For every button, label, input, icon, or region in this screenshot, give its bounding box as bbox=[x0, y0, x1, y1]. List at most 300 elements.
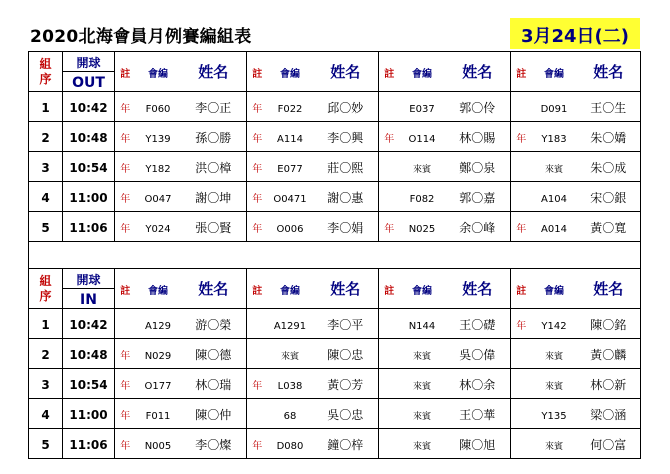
player-name-cell bbox=[445, 92, 511, 122]
player-member-id: 來賓 bbox=[280, 352, 299, 362]
name-header-label: 姓名 bbox=[198, 280, 229, 298]
player-note: 年 bbox=[120, 104, 131, 115]
note-header bbox=[247, 269, 268, 309]
seq-header bbox=[29, 269, 63, 309]
tee-value: OUT bbox=[72, 75, 105, 91]
group-row bbox=[29, 122, 641, 152]
note-header-label: 註 bbox=[516, 69, 527, 80]
player-member-id: A1291 bbox=[273, 321, 307, 332]
note-header-label: 註 bbox=[120, 69, 131, 80]
player-note-cell bbox=[379, 92, 400, 122]
page-title: 2020北海會員月例賽編組表 bbox=[30, 27, 252, 47]
header-row bbox=[29, 52, 641, 72]
group-seq-cell bbox=[29, 369, 63, 399]
player-member-id-cell bbox=[268, 122, 313, 152]
player-note: 年 bbox=[252, 104, 263, 115]
player-name: 李〇平 bbox=[327, 318, 364, 332]
note-header-label: 註 bbox=[384, 69, 395, 80]
player-note-cell bbox=[379, 212, 400, 242]
tee-time-cell bbox=[63, 369, 115, 399]
player-name-cell bbox=[181, 339, 247, 369]
group-seq-cell bbox=[29, 92, 63, 122]
player-note-cell bbox=[115, 212, 136, 242]
player-member-id-cell bbox=[400, 339, 445, 369]
header-row bbox=[29, 269, 641, 289]
member-id-header-label: 會編 bbox=[412, 286, 432, 297]
date-box bbox=[510, 18, 640, 49]
group-seq: 1 bbox=[41, 318, 50, 332]
player-name-cell bbox=[313, 92, 379, 122]
name-header bbox=[445, 52, 511, 92]
player-name-cell bbox=[313, 122, 379, 152]
player-member-id-cell bbox=[136, 309, 181, 339]
player-member-id: 來賓 bbox=[412, 442, 431, 452]
player-member-id: 來賓 bbox=[544, 165, 563, 175]
player-member-id: Y024 bbox=[145, 224, 171, 235]
player-member-id: 來賓 bbox=[412, 352, 431, 362]
player-member-id: N025 bbox=[408, 224, 436, 235]
player-member-id: 來賓 bbox=[544, 352, 563, 362]
player-note: 年 bbox=[120, 194, 131, 205]
player-member-id-cell bbox=[268, 182, 313, 212]
player-name-cell bbox=[445, 122, 511, 152]
tee-time-cell bbox=[63, 122, 115, 152]
group-seq: 3 bbox=[41, 378, 50, 392]
player-note: 年 bbox=[120, 441, 131, 452]
tee-time-cell bbox=[63, 429, 115, 459]
player-note: 年 bbox=[252, 164, 263, 175]
tee-value: IN bbox=[80, 292, 97, 308]
player-name: 王〇華 bbox=[459, 408, 496, 422]
group-seq-cell bbox=[29, 399, 63, 429]
player-member-id-cell bbox=[532, 92, 577, 122]
tee-label: 開球 bbox=[76, 273, 101, 287]
tee-time-cell bbox=[63, 182, 115, 212]
player-member-id-cell bbox=[136, 182, 181, 212]
player-member-id-cell bbox=[532, 339, 577, 369]
player-member-id-cell bbox=[532, 122, 577, 152]
player-name: 謝〇惠 bbox=[327, 191, 364, 205]
group-seq: 4 bbox=[41, 408, 50, 422]
tee-header-label bbox=[63, 269, 115, 289]
player-note-cell bbox=[247, 369, 268, 399]
player-member-id-cell bbox=[268, 212, 313, 242]
player-member-id: 來賓 bbox=[412, 382, 431, 392]
player-name: 洪〇樟 bbox=[195, 161, 232, 175]
seq-header-line1: 組 bbox=[39, 56, 52, 71]
player-member-id-cell bbox=[400, 309, 445, 339]
player-name-cell bbox=[181, 182, 247, 212]
player-name-cell bbox=[313, 399, 379, 429]
player-name-cell bbox=[181, 399, 247, 429]
player-name-cell bbox=[181, 122, 247, 152]
player-name: 張〇賢 bbox=[195, 221, 232, 235]
player-member-id: F060 bbox=[145, 104, 171, 115]
player-name-cell bbox=[313, 339, 379, 369]
pairing-table bbox=[28, 51, 641, 459]
member-id-header bbox=[136, 269, 181, 309]
group-row bbox=[29, 429, 641, 459]
player-member-id: L038 bbox=[277, 381, 303, 392]
player-name: 王〇生 bbox=[590, 101, 627, 115]
player-name-cell bbox=[445, 339, 511, 369]
player-name-cell bbox=[313, 429, 379, 459]
player-member-id-cell bbox=[136, 122, 181, 152]
player-note-cell bbox=[115, 429, 136, 459]
player-member-id-cell bbox=[400, 369, 445, 399]
player-name-cell bbox=[181, 429, 247, 459]
player-name-cell bbox=[445, 212, 511, 242]
player-member-id: N029 bbox=[144, 351, 172, 362]
member-id-header-label: 會編 bbox=[280, 69, 300, 80]
player-member-id-cell bbox=[400, 182, 445, 212]
name-header-label: 姓名 bbox=[593, 63, 624, 81]
note-header bbox=[247, 52, 268, 92]
player-member-id: F011 bbox=[145, 411, 171, 422]
player-name-cell bbox=[313, 212, 379, 242]
group-seq-cell bbox=[29, 309, 63, 339]
tee-time: 10:48 bbox=[69, 348, 108, 362]
player-note-cell bbox=[511, 182, 532, 212]
group-seq-cell bbox=[29, 339, 63, 369]
player-note-cell bbox=[115, 152, 136, 182]
name-header bbox=[445, 269, 511, 309]
divider-cell bbox=[29, 242, 641, 269]
player-member-id: 來賓 bbox=[544, 382, 563, 392]
member-id-header-label: 會編 bbox=[148, 286, 168, 297]
member-id-header-label: 會編 bbox=[280, 286, 300, 297]
player-member-id-cell bbox=[532, 182, 577, 212]
name-header-label: 姓名 bbox=[462, 280, 493, 298]
player-member-id: E037 bbox=[409, 104, 435, 115]
tee-header-label bbox=[63, 52, 115, 72]
player-name: 李〇燦 bbox=[195, 438, 232, 452]
player-name: 李〇娟 bbox=[327, 221, 364, 235]
player-name: 吳〇偉 bbox=[459, 348, 496, 362]
player-member-id: A014 bbox=[541, 224, 567, 235]
player-name: 李〇興 bbox=[327, 131, 364, 145]
player-member-id-cell bbox=[268, 92, 313, 122]
player-name: 梁〇涵 bbox=[590, 408, 627, 422]
member-id-header bbox=[532, 269, 577, 309]
player-member-id-cell bbox=[268, 339, 313, 369]
name-header bbox=[181, 269, 247, 309]
player-name-cell bbox=[445, 182, 511, 212]
player-member-id-cell bbox=[136, 429, 181, 459]
player-name: 陳〇旭 bbox=[459, 438, 496, 452]
player-note-cell bbox=[379, 122, 400, 152]
player-name-cell bbox=[445, 369, 511, 399]
player-name-cell bbox=[577, 92, 641, 122]
player-member-id-cell bbox=[532, 429, 577, 459]
group-seq-cell bbox=[29, 182, 63, 212]
player-name-cell bbox=[577, 309, 641, 339]
player-note-cell bbox=[247, 122, 268, 152]
player-member-id-cell bbox=[268, 152, 313, 182]
player-member-id: 來賓 bbox=[412, 165, 431, 175]
player-note-cell bbox=[511, 92, 532, 122]
note-header bbox=[379, 52, 400, 92]
group-row bbox=[29, 369, 641, 399]
player-member-id: D080 bbox=[276, 441, 304, 452]
seq-header-line1: 組 bbox=[39, 273, 52, 288]
name-header-label: 姓名 bbox=[593, 280, 624, 298]
player-member-id-cell bbox=[136, 152, 181, 182]
player-name-cell bbox=[445, 152, 511, 182]
player-note-cell bbox=[511, 429, 532, 459]
note-header bbox=[115, 52, 136, 92]
tee-time-cell bbox=[63, 152, 115, 182]
player-note-cell bbox=[379, 429, 400, 459]
player-member-id: 68 bbox=[283, 411, 297, 422]
player-member-id: A104 bbox=[541, 194, 567, 205]
player-member-id: Y139 bbox=[145, 134, 171, 145]
group-seq: 5 bbox=[41, 438, 50, 452]
player-note-cell bbox=[379, 339, 400, 369]
player-note-cell bbox=[511, 399, 532, 429]
player-name-cell bbox=[313, 182, 379, 212]
member-id-header bbox=[532, 52, 577, 92]
player-name: 陳〇銘 bbox=[590, 318, 627, 332]
tee-time: 10:42 bbox=[69, 318, 108, 332]
player-name: 謝〇坤 bbox=[195, 191, 232, 205]
note-header bbox=[115, 269, 136, 309]
player-note-cell bbox=[115, 309, 136, 339]
group-row bbox=[29, 92, 641, 122]
member-id-header bbox=[400, 52, 445, 92]
player-name: 鐘〇梓 bbox=[327, 438, 364, 452]
player-note-cell bbox=[511, 122, 532, 152]
name-header bbox=[313, 52, 379, 92]
tee-time: 11:00 bbox=[69, 408, 108, 422]
player-name: 宋〇銀 bbox=[590, 191, 627, 205]
tee-time-cell bbox=[63, 309, 115, 339]
player-member-id: F082 bbox=[409, 194, 435, 205]
player-name: 王〇礎 bbox=[459, 318, 496, 332]
player-name: 郭〇嘉 bbox=[459, 191, 496, 205]
player-note-cell bbox=[379, 309, 400, 339]
group-row bbox=[29, 309, 641, 339]
player-member-id: O047 bbox=[144, 194, 172, 205]
player-name: 林〇瑞 bbox=[195, 378, 232, 392]
player-name-cell bbox=[577, 339, 641, 369]
player-name-cell bbox=[181, 92, 247, 122]
name-header-label: 姓名 bbox=[330, 63, 361, 81]
player-name: 莊〇熙 bbox=[327, 161, 364, 175]
tee-header-value bbox=[63, 289, 115, 309]
tee-time: 10:42 bbox=[69, 101, 108, 115]
seq-header-line2: 序 bbox=[39, 71, 52, 86]
group-seq: 4 bbox=[41, 191, 50, 205]
tee-time: 11:06 bbox=[69, 221, 108, 235]
player-name: 林〇賜 bbox=[459, 131, 496, 145]
group-seq-cell bbox=[29, 152, 63, 182]
player-note-cell bbox=[379, 182, 400, 212]
player-note-cell bbox=[247, 399, 268, 429]
player-name: 陳〇忠 bbox=[327, 348, 364, 362]
player-member-id-cell bbox=[268, 399, 313, 429]
note-header-label: 註 bbox=[384, 286, 395, 297]
tee-time-cell bbox=[63, 212, 115, 242]
seq-header bbox=[29, 52, 63, 92]
player-member-id-cell bbox=[136, 212, 181, 242]
group-seq: 1 bbox=[41, 101, 50, 115]
player-note: 年 bbox=[252, 381, 263, 392]
note-header-label: 註 bbox=[252, 286, 263, 297]
player-note: 年 bbox=[384, 224, 395, 235]
player-name: 孫〇勝 bbox=[195, 131, 232, 145]
player-note-cell bbox=[247, 212, 268, 242]
player-name: 黃〇麟 bbox=[590, 348, 627, 362]
player-note-cell bbox=[247, 429, 268, 459]
player-member-id: D091 bbox=[540, 104, 568, 115]
name-header bbox=[181, 52, 247, 92]
player-name-cell bbox=[181, 152, 247, 182]
player-member-id-cell bbox=[400, 122, 445, 152]
player-note: 年 bbox=[120, 134, 131, 145]
player-member-id: Y182 bbox=[145, 164, 171, 175]
player-name-cell bbox=[181, 212, 247, 242]
group-row bbox=[29, 399, 641, 429]
player-member-id-cell bbox=[400, 152, 445, 182]
member-id-header-label: 會編 bbox=[544, 286, 564, 297]
player-name-cell bbox=[445, 309, 511, 339]
name-header-label: 姓名 bbox=[462, 63, 493, 81]
section-divider bbox=[29, 242, 641, 269]
player-member-id: O006 bbox=[276, 224, 304, 235]
player-name: 林〇新 bbox=[590, 378, 627, 392]
player-name: 朱〇成 bbox=[590, 161, 627, 175]
player-name-cell bbox=[577, 152, 641, 182]
player-note: 年 bbox=[120, 164, 131, 175]
player-member-id-cell bbox=[400, 429, 445, 459]
player-member-id: O177 bbox=[144, 381, 172, 392]
tee-time-cell bbox=[63, 339, 115, 369]
group-seq: 2 bbox=[41, 131, 50, 145]
member-id-header bbox=[268, 52, 313, 92]
tee-time: 10:48 bbox=[69, 131, 108, 145]
player-member-id: 來賓 bbox=[544, 442, 563, 452]
player-member-id-cell bbox=[268, 429, 313, 459]
player-member-id: A129 bbox=[145, 321, 171, 332]
tee-time: 10:54 bbox=[69, 378, 108, 392]
player-member-id-cell bbox=[532, 399, 577, 429]
player-member-id: N144 bbox=[408, 321, 436, 332]
player-member-id: E077 bbox=[277, 164, 303, 175]
player-name: 黃〇寬 bbox=[590, 221, 627, 235]
member-id-header bbox=[268, 269, 313, 309]
player-member-id-cell bbox=[532, 369, 577, 399]
player-note: 年 bbox=[120, 224, 131, 235]
player-member-id-cell bbox=[532, 212, 577, 242]
player-note-cell bbox=[379, 369, 400, 399]
player-note-cell bbox=[115, 182, 136, 212]
tee-time-cell bbox=[63, 399, 115, 429]
player-name: 郭〇伶 bbox=[459, 101, 496, 115]
note-header-label: 註 bbox=[252, 69, 263, 80]
player-note-cell bbox=[511, 212, 532, 242]
note-header-label: 註 bbox=[516, 286, 527, 297]
note-header bbox=[511, 269, 532, 309]
name-header-label: 姓名 bbox=[330, 280, 361, 298]
tee-time: 11:00 bbox=[69, 191, 108, 205]
player-member-id: N005 bbox=[144, 441, 172, 452]
player-note: 年 bbox=[120, 351, 131, 362]
player-note-cell bbox=[247, 309, 268, 339]
player-note-cell bbox=[115, 339, 136, 369]
player-name: 何〇富 bbox=[590, 438, 627, 452]
player-member-id: O0471 bbox=[273, 194, 307, 205]
player-name: 朱〇嬌 bbox=[590, 131, 627, 145]
player-name-cell bbox=[313, 309, 379, 339]
player-member-id-cell bbox=[268, 309, 313, 339]
member-id-header-label: 會編 bbox=[544, 69, 564, 80]
player-member-id: Y135 bbox=[541, 411, 567, 422]
player-name-cell bbox=[577, 429, 641, 459]
player-member-id-cell bbox=[136, 369, 181, 399]
tee-header-value bbox=[63, 72, 115, 92]
player-name-cell bbox=[577, 212, 641, 242]
tee-time: 11:06 bbox=[69, 438, 108, 452]
group-row bbox=[29, 182, 641, 212]
note-header bbox=[379, 269, 400, 309]
member-id-header bbox=[136, 52, 181, 92]
player-note-cell bbox=[247, 339, 268, 369]
player-note: 年 bbox=[252, 224, 263, 235]
name-header-label: 姓名 bbox=[198, 63, 229, 81]
player-note-cell bbox=[247, 182, 268, 212]
player-name-cell bbox=[445, 429, 511, 459]
member-id-header bbox=[400, 269, 445, 309]
player-name-cell bbox=[577, 122, 641, 152]
player-note-cell bbox=[247, 152, 268, 182]
note-header-label: 註 bbox=[120, 286, 131, 297]
player-name: 李〇正 bbox=[195, 101, 232, 115]
player-note-cell bbox=[511, 369, 532, 399]
player-note-cell bbox=[115, 122, 136, 152]
event-date: 3月24日(二) bbox=[520, 26, 630, 47]
player-member-id: A114 bbox=[277, 134, 303, 145]
group-seq: 5 bbox=[41, 221, 50, 235]
group-row bbox=[29, 212, 641, 242]
name-header bbox=[577, 52, 641, 92]
player-note: 年 bbox=[252, 194, 263, 205]
name-header bbox=[313, 269, 379, 309]
note-header bbox=[511, 52, 532, 92]
player-note: 年 bbox=[120, 411, 131, 422]
player-note-cell bbox=[511, 339, 532, 369]
player-member-id-cell bbox=[136, 92, 181, 122]
group-row bbox=[29, 152, 641, 182]
player-note-cell bbox=[115, 399, 136, 429]
player-member-id: F022 bbox=[277, 104, 303, 115]
group-seq-cell bbox=[29, 429, 63, 459]
player-name: 鄭〇泉 bbox=[459, 161, 496, 175]
player-name-cell bbox=[577, 182, 641, 212]
player-member-id: O114 bbox=[408, 134, 436, 145]
player-note: 年 bbox=[516, 134, 527, 145]
player-member-id: Y142 bbox=[541, 321, 567, 332]
player-name: 陳〇德 bbox=[195, 348, 232, 362]
player-note-cell bbox=[379, 399, 400, 429]
player-note-cell bbox=[511, 309, 532, 339]
player-name: 陳〇仲 bbox=[195, 408, 232, 422]
group-row bbox=[29, 339, 641, 369]
group-seq-cell bbox=[29, 212, 63, 242]
tee-time-cell bbox=[63, 92, 115, 122]
player-name: 吳〇忠 bbox=[327, 408, 364, 422]
player-member-id-cell bbox=[532, 309, 577, 339]
